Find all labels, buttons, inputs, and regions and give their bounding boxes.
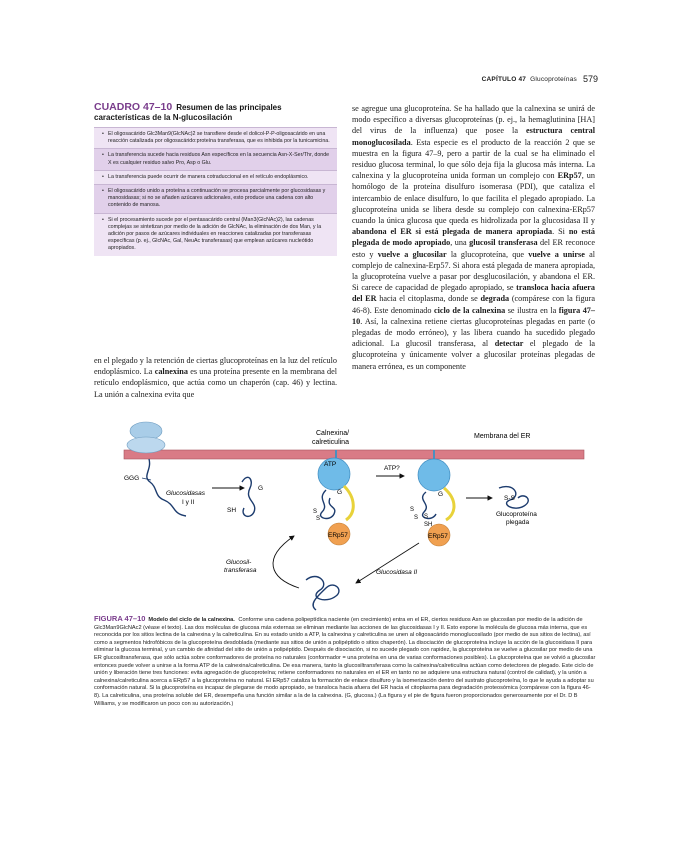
text-run: , una <box>450 238 470 248</box>
page-number: 579 <box>582 74 598 84</box>
calnexin-arm-1 <box>344 486 353 520</box>
label-folded-1: Glucoproteína <box>496 511 537 518</box>
text-run: . Si <box>552 227 569 237</box>
label-g3: G <box>438 491 444 498</box>
bold-term: vuelve a unirse <box>528 249 585 259</box>
text-run: el plegado de la glucoproteína y únicamente volver a glucosilar proteínas plegadas de manera errónea, es un componente <box>352 339 595 371</box>
label-glucosidase-ii: Glucosidasa II <box>376 569 418 576</box>
text-run: es una proteína presente en la membrana del retículo endoplásmico, que actúa como un chaperón (cap. 46) y lectina. La unión a calnexina evita que <box>94 367 337 399</box>
bold-term: figura 47–10 <box>352 305 595 326</box>
label-g2: G <box>337 489 343 496</box>
label-erp57b: ERp57 <box>428 533 448 540</box>
text-run: la glucoproteína, que <box>446 249 529 259</box>
figure-caption <box>94 615 597 708</box>
text-run: del ER reconoce esto y <box>352 238 595 259</box>
bold-term: transloca hacia afuera del ER <box>352 283 595 304</box>
text-run: , un homólogo de la proteína disulfuro isomerasa (PDI), que cataliza el intercambio de enlace disulfuro, lo que facilita el plegado apropiado. La glucoproteína unida se libera desde su complejo con calnexina-ERp57 cuando la única glucosa que queda es hidrolizada por la glucosidasa II y <box>352 171 595 226</box>
calnexin-2 <box>418 459 450 491</box>
arrow-glucosidase-ii <box>356 543 419 583</box>
label-folded-2: plegada <box>506 519 530 526</box>
nascent-chain <box>147 459 186 516</box>
running-header <box>482 76 577 83</box>
chapter-title: Glucoproteínas <box>530 76 577 83</box>
misfolded-glycoprotein <box>306 577 339 611</box>
arrow-glucosyltransferase <box>273 536 299 588</box>
calnexin-cycle-figure <box>94 408 595 618</box>
ribosome-small-subunit <box>127 437 165 453</box>
box-title-line2: características de la N-glucosilación <box>94 112 233 122</box>
text-run: se agregue una glucoproteína. Se ha hallado que la calnexina se unirá de modo específico a diversas glucoproteínas (p. ej., la hemaglutinina [HA] del virus de la influenza) que posee la <box>352 104 595 136</box>
bound-glycoprotein-1 <box>321 490 335 518</box>
text-run: se ilustra en la <box>505 305 559 315</box>
label-atp1: ATP <box>324 461 337 468</box>
label-er-membrane: Membrana del ER <box>474 433 531 440</box>
label-calreticulin: calreticulina <box>312 439 349 446</box>
figure-label: FIGURA 47–10 <box>94 614 146 623</box>
label-s5: S <box>424 514 429 520</box>
label-s4: S <box>414 515 419 521</box>
text-run: . Esta especie es el producto de la reacción 2 que se muestra en la figura 47–9, pero a partir de la cual se ha eliminado el residuo glucosa terminal, lo que sólo deja fija la glucosa más interna. La calnexina y la glucoproteína unida forman un complejo con <box>352 137 595 181</box>
label-glucosyltransferase-1: Glucosil- <box>226 559 252 566</box>
bold-term: ciclo de la calnexina <box>433 305 506 315</box>
unfolded-glycoprotein <box>242 477 255 516</box>
summary-box <box>94 127 337 256</box>
bold-term: estructura central monoglucosilada <box>352 126 595 147</box>
right-column-text <box>352 103 595 372</box>
text-run: hacia el citoplasma, donde se <box>376 294 481 304</box>
text-run: al complejo de calnexina-Erp57. Si ahora está plegada de manera apropiada, la glucoproteína vuelve a pasar por desglucosilación, y abandona el ER. Si carece de capacidad de plegado apropiado, se <box>352 249 595 293</box>
label-s3: S <box>410 507 415 513</box>
left-column-text <box>94 355 337 400</box>
bold-term: detectar <box>494 339 524 349</box>
box-item: • El oligosacárido unido a proteína a continuación se procesa parcialmente por glucosidasas y manosidasas; si no se añaden azúcares adicionales, esto produce una cadena con alto contenido de manosa. <box>94 184 337 213</box>
figure-caption-body: Conforme una cadena polipeptídica naciente (en crecimiento) entra en el ER, ciertos residuos Asn se glucosilan por medio de la adición de Glc3Man9GlcNAc2 (véase el texto). Las dos moléculas de glucosa más externas se eliminan mediante las acciones de las glucosidasas I y II. Esto expone la molécula de glucosa más interna, que es reconocida por los sitios lectina de la calnexina y la calreticulina. En su estado unido a ATP, la calnexina y calreticulina se unen al oligosacárido monoglucosilado (por medio de sus sitios de lectina), así como a segmentos hidrofóbicos de la glucoproteína desdoblada (mediante sus sitios de unión a polipéptido o sitios chaperón). La disociación de glucoproteína incluye la acción de la glucosidasa II para eliminar la glucosa terminal, y un cambio de afinidad del sitio de unión a polipéptido. Después de disociación, si no sucede plegado con rapidez, la glucoproteína se vuelve a glucosilar por medio de una ER glucosiltransferasa, que sólo actúa sobre conformadores de proteína no naturales (conformador = una proteína en una de varias conformaciones posibles). La glucoproteína que se volvió a glucosilar entonces puede volver a unirse a la forma ATP de la calnexina/calreticulina. De esa manera, tanto la glucosiltransferasa como la calnexina/calreticulina actúan como detectores de plegado. Este ciclo de unión y liberación tiene tres funciones: evita agregación de glucoproteína; retiene conformadores no naturales en el ER en tanto no se adquiere una estructura natural (control de calidad), y la unión a calnexina/calreticulina acerca a ERp57 a la glucoproteína no natural. El ERp57 cataliza la formación de enlace disulfuro y la isomerización dentro del sustrato glucoproteína, lo que le ayuda a adoptar su conformación natural. Si la glucoproteína es incapaz de plegarse de modo apropiado, se transloca hacia afuera del ER hacia el citoplasma para degradación proteosómica (compárese con la figura 46-8). La calreticulina, una proteína soluble del ER, desempeña una función similar a la de la calnexina. (G, glucosa.) (La figura y el pie de figura fueron proporcionados generosamente por el Dr. D B Williams, y se modificaron un poco con su autorización.) <box>94 617 596 707</box>
label-ss: S-S <box>504 495 515 502</box>
label-glucosidases: Glucosidasas <box>166 490 206 497</box>
text-run: en el plegado y la retención de ciertas glucoproteínas en la luz del retículo endoplásmico. La <box>94 356 337 377</box>
bold-term: vuelve a glucosilar <box>377 249 447 259</box>
box-label: CUADRO 47–10 <box>94 101 173 113</box>
bold-term: ERp57 <box>557 171 582 181</box>
text-run: (compárese con la figura 46-8). Este denominado <box>352 294 595 315</box>
box-item: • La transferencia sucede hacia residuos Asn específicos en la secuencia Asn-X-Ser/Thr, donde X es cualquier residuo salvo Pro, Asp o Glu. <box>94 148 337 169</box>
bold-term: degrada <box>480 294 510 304</box>
label-s1: S <box>313 509 318 515</box>
label-s2: S <box>316 516 321 522</box>
calnexin-arm-2 <box>444 488 454 520</box>
chapter-label: CAPÍTULO 47 <box>481 76 527 83</box>
figure-title: Modelo del ciclo de la calnexina. <box>148 617 235 623</box>
box-item: • Si el procesamiento sucede por el pentasacárido central (Man3(GlcNAc)2), las cadenas complejas se sintetizan por medio de la adición de GlcNAc, la eliminación de dos Man, y la adición por pasos de azúcares individuales en reacciones catalizadas por transferasas específicas (p. ej., GlcNAc, Gal, NeuAc transferasas) que emplean azúcares nucleótido apropiados. <box>94 213 337 256</box>
label-glucosidases-i-ii: I y II <box>182 499 195 506</box>
label-atp2: ATP? <box>384 465 400 472</box>
text-run: . Así, la calnexina retiene ciertas glucoproteínas plegadas en parte (o plegadas de modo erróneo), y las libera cuando ha sucedido plegado adicional. La glucosil transferasa, al <box>352 316 595 349</box>
term-calnexin: calnexina <box>154 367 188 377</box>
bold-term: abandona el ER si está plegada de manera apropiada <box>352 227 553 237</box>
box-title <box>94 103 339 122</box>
bold-term: glucosil transferasa <box>469 238 538 248</box>
label-calnexin: Calnexina/ <box>316 430 350 437</box>
label-sh1: SH <box>227 507 237 514</box>
label-g1: G <box>258 485 264 492</box>
label-erp57a: ERp57 <box>328 532 348 539</box>
label-glucosyltransferase-2: transferasa <box>224 567 257 574</box>
er-membrane <box>124 450 584 459</box>
bold-term: no está plegada de modo apropiado <box>352 227 595 248</box>
label-ggg: GGG <box>124 475 140 482</box>
box-item: • La transferencia puede ocurrir de manera cotraduccional en el retículo endoplásmico. <box>94 170 337 184</box>
box-item: • El oligosacárido Glc3Man9(GlcNAc)2 se transfiere desde el dolicol-P-P-oligosacárido en una reacción catalizada por oligosacárido:proteína transferasa, que es inhibida por la tunicamicina. <box>94 127 337 148</box>
box-title-line1: Resumen de las principales <box>176 103 282 112</box>
label-sh2: SH <box>424 522 433 528</box>
